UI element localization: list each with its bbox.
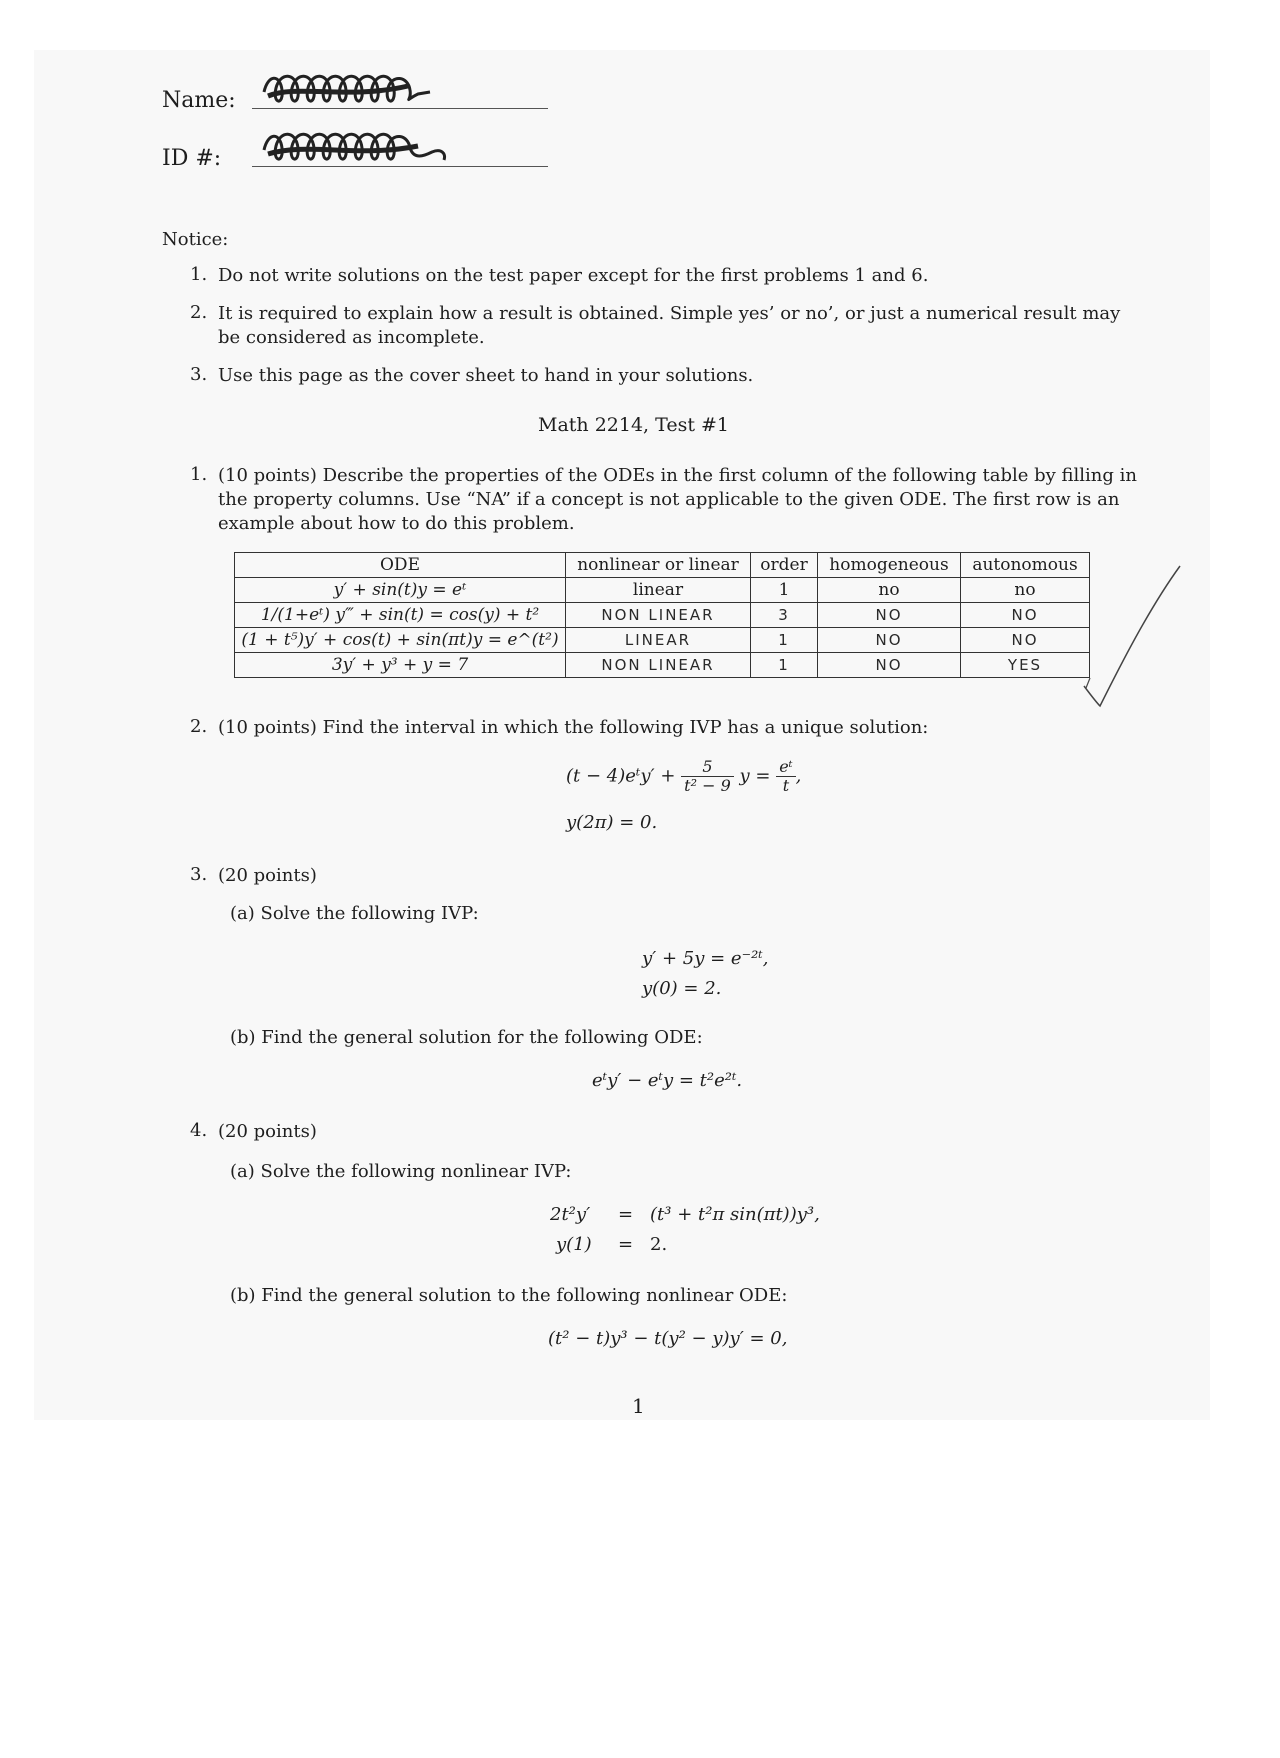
header-linearity: nonlinear or linear <box>566 553 751 578</box>
problem2-text: (10 points) Find the interval in which the following IVP has a unique solution: <box>218 717 929 738</box>
fraction-numerator: 5 <box>681 758 734 777</box>
cell-autonomous-handwritten: YES <box>961 653 1090 678</box>
problem4a-lhs: 2t²y′ <box>550 1204 591 1225</box>
header-order: order <box>751 553 818 578</box>
table-header-row <box>235 553 1090 578</box>
notice-item-text-line2: be considered as incomplete. <box>218 327 485 348</box>
eq-end: , <box>795 765 802 787</box>
problem3-points: (20 points) <box>218 865 317 886</box>
problem-number: 2. <box>190 716 208 737</box>
table-row <box>235 578 1090 603</box>
cell-linearity-handwritten: NON LINEAR <box>566 603 751 628</box>
id-label: ID #: <box>162 146 222 171</box>
cell-order-handwritten: 1 <box>751 653 818 678</box>
problem3a-text: (a) Solve the following IVP: <box>230 903 479 924</box>
notice-item-number: 3. <box>190 364 208 385</box>
problem4b-text: (b) Find the general solution to the following nonlinear ODE: <box>230 1285 788 1306</box>
notice-item-text: Use this page as the cover sheet to hand in your solutions. <box>218 365 754 386</box>
problem-number: 3. <box>190 864 208 885</box>
table-row <box>235 628 1090 653</box>
redacted-id-scribble <box>258 126 458 170</box>
notice-item-number: 2. <box>190 302 208 323</box>
eq-fraction <box>681 758 734 795</box>
fraction-denominator: t² − 9 <box>684 776 731 795</box>
cell-autonomous-handwritten: NO <box>961 603 1090 628</box>
eq-lhs: (t − 4)eᵗy′ + <box>566 765 676 787</box>
table-row <box>235 603 1090 628</box>
redacted-name-scribble <box>258 66 438 112</box>
test-title: Math 2214, Test #1 <box>538 414 730 436</box>
cell-linearity-handwritten: LINEAR <box>566 628 751 653</box>
cell-homogeneous-handwritten: NO <box>818 653 961 678</box>
cell-linearity-handwritten: NON LINEAR <box>566 653 751 678</box>
problem1-text-line3: example about how to do this problem. <box>218 513 575 534</box>
cell-order-handwritten: 1 <box>751 628 818 653</box>
header-homogeneous: homogeneous <box>818 553 961 578</box>
cell-homogeneous-handwritten: NO <box>818 628 961 653</box>
table-row <box>235 653 1090 678</box>
problem4a-initial-rhs: 2. <box>650 1234 668 1255</box>
problem3b-equation: eᵗy′ − eᵗy = t²e²ᵗ. <box>592 1070 743 1091</box>
problem-number: 4. <box>190 1120 208 1141</box>
problem3b-text: (b) Find the general solution for the following ODE: <box>230 1027 703 1048</box>
cell-order-handwritten: 3 <box>751 603 818 628</box>
notice-item-text: Do not write solutions on the test paper except for the first problems 1 and 6. <box>218 265 929 286</box>
problem4-points: (20 points) <box>218 1121 317 1142</box>
problem4a-initial-lhs: y(1) <box>556 1234 592 1255</box>
problem4a-text: (a) Solve the following nonlinear IVP: <box>230 1161 572 1182</box>
fraction-numerator: eᵗ <box>776 758 795 777</box>
header-ode: ODE <box>235 553 566 578</box>
cell-order: 1 <box>751 578 818 603</box>
id-underline <box>252 166 548 167</box>
problem3a-equation: y′ + 5y = e⁻²ᵗ, <box>642 948 769 969</box>
cell-homogeneous: no <box>818 578 961 603</box>
equals-sign: = <box>618 1204 634 1225</box>
name-label: Name: <box>162 88 236 113</box>
cell-ode: 1/(1+eᵗ) y‴ + sin(t) = cos(y) + t² <box>235 603 566 628</box>
page-number: 1 <box>632 1394 645 1418</box>
problem2-initial-condition: y(2π) = 0. <box>566 812 658 833</box>
problem1-text-line2: the property columns. Use “NA” if a concept is not applicable to the given ODE. The first row is an <box>218 489 1120 510</box>
check-mark-icon <box>1078 560 1188 710</box>
cell-ode: 3y′ + y³ + y = 7 <box>235 653 566 678</box>
cell-autonomous-handwritten: NO <box>961 628 1090 653</box>
eq-mid: y = <box>739 765 771 787</box>
cell-ode: (1 + t⁵)y′ + cos(t) + sin(πt)y = e^(t²) <box>235 628 566 653</box>
cell-ode: y′ + sin(t)y = eᵗ <box>235 578 566 603</box>
fraction-denominator: t <box>782 776 790 795</box>
notice-title: Notice: <box>162 229 229 250</box>
equals-sign: = <box>618 1234 634 1255</box>
cell-autonomous: no <box>961 578 1090 603</box>
name-underline <box>252 108 548 109</box>
cell-linearity: linear <box>566 578 751 603</box>
problem-number: 1. <box>190 464 208 485</box>
problem1-text-line1: (10 points) Describe the properties of the ODEs in the first column of the following table by filling in <box>218 465 1137 486</box>
problem4a-rhs: (t³ + t²π sin(πt))y³, <box>650 1204 820 1225</box>
notice-item-number: 1. <box>190 264 208 285</box>
ode-properties-table <box>234 552 1090 678</box>
header-autonomous: autonomous <box>961 553 1090 578</box>
notice-item-text-line1: It is required to explain how a result is obtained. Simple yes’ or no’, or just a numerical result may <box>218 303 1121 324</box>
cell-homogeneous-handwritten: NO <box>818 603 961 628</box>
eq-rhs-fraction <box>776 758 795 795</box>
problem4b-equation: (t² − t)y³ − t(y² − y)y′ = 0, <box>548 1328 788 1349</box>
problem2-equation <box>566 758 801 795</box>
problem3a-initial-condition: y(0) = 2. <box>642 978 722 999</box>
